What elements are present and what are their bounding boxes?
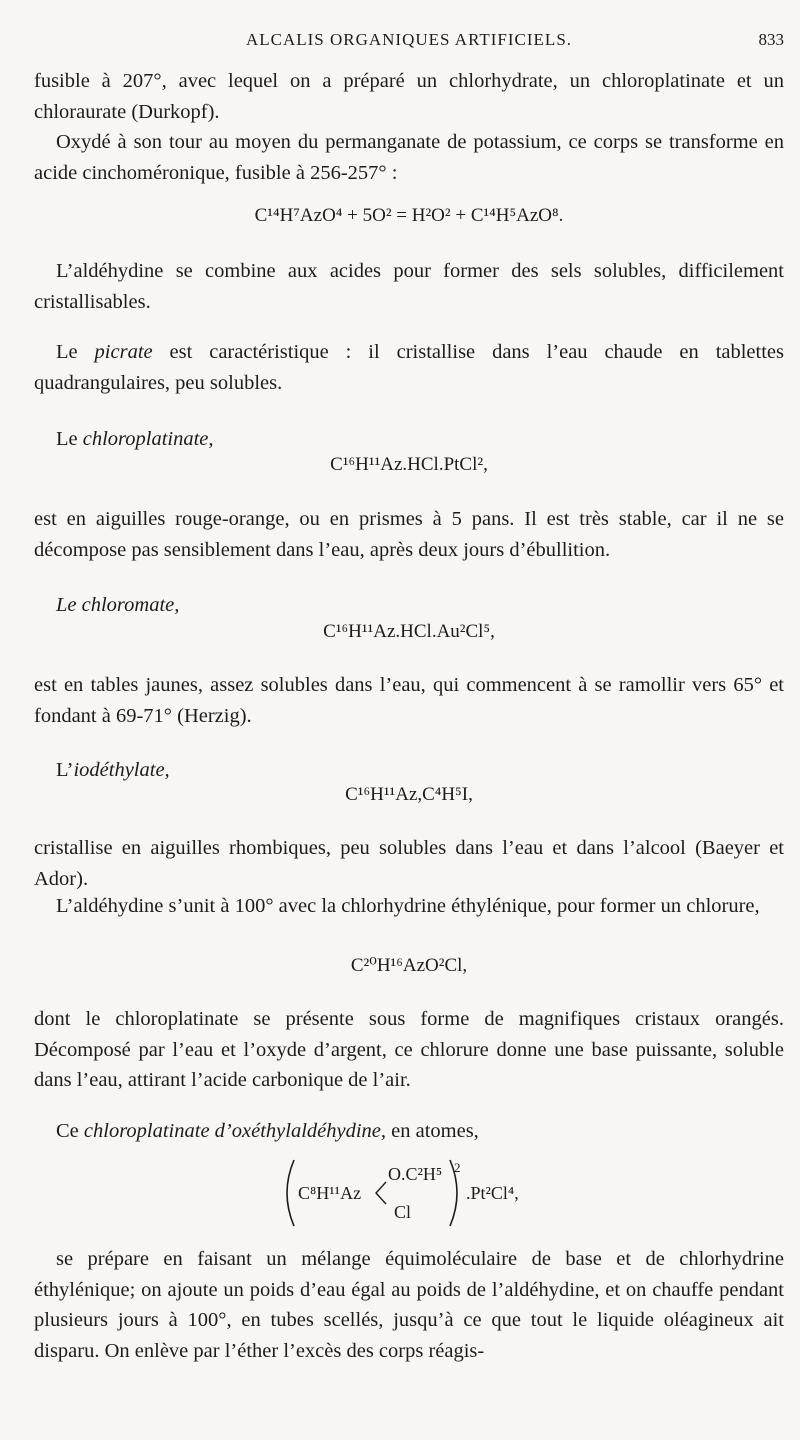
p10-term: chloroplatinate d’oxéthylaldéhydine,: [83, 1120, 387, 1142]
label-chloroplatinate: [56, 424, 214, 454]
paragraph-picrate: [34, 337, 784, 398]
p10-prefix: Ce: [56, 1120, 84, 1142]
chloroplatinate-term: chloroplatinate,: [82, 428, 214, 450]
chloroplatinate-prefix: Le: [56, 428, 83, 450]
paragraph-11: se prépare en faisant un mélange équimoléculaire de base et de chlorhydrine éthylénique; on ajoute un poids d’eau égal au poids de l’aldéhydine, et on chauffe pendant plusieurs jours à 100°, en tubes scellés, jusqu’à ce que tout le liquide oléagineux ait disparu. On enlève par l’éther l’excès des corps réagis-: [34, 1248, 784, 1362]
picrate-text: est caractéristique : il cristallise dans l’eau chaude en tablettes quadrangulaires, peu solubles.: [34, 341, 785, 394]
formula-suffix: .Pt²Cl⁴,: [466, 1183, 519, 1203]
paragraph-2: Oxydé à son tour au moyen du permanganate de potassium, ce corps se transforme en acide cinchoméronique, fusible à 256-257° :: [34, 131, 784, 184]
paragraph-7: cristallise en aiguilles rhombiques, peu solubles dans l’eau et dans l’alcool (Baeyer et Ador).: [34, 837, 784, 890]
formula-bottom-group: Cl: [394, 1202, 412, 1222]
iodethylate-term: iodéthylate,: [73, 759, 170, 781]
paragraph-9: dont le chloroplatinate se présente sous forme de magnifiques cristaux orangés. Décomposé par l’eau et l’oxyde d’argent, ce chlorure donne une base puissante, soluble dans l’eau, attirant l’acide carbonique de l’air.: [34, 1008, 784, 1091]
document-page: [34, 0, 784, 1440]
paragraph-5: est en aiguilles rouge-orange, ou en prismes à 5 pans. Il est très stable, car il ne se décompose pas sensiblement dans l’eau, après deux jours d’ébullition.: [34, 508, 784, 561]
formula-base: C⁸H¹¹Az: [298, 1183, 362, 1203]
formula-iodethylate: C¹⁶H¹¹Az,C⁴H⁵I,: [345, 784, 473, 805]
paragraph-6: est en tables jaunes, assez solubles dans l’eau, qui commencent à se ramollir vers 65° et fondant à 69-71° (Herzig).: [34, 674, 784, 727]
formula-chlorure: C²⁰H¹⁶AzO²Cl,: [350, 955, 468, 976]
paragraph-1: fusible à 207°, avec lequel on a préparé un chlorhydrate, un chloroplatinate et un chloraurate (Durkopf).: [34, 70, 784, 123]
formula-oxethylaldehydine: [282, 1156, 602, 1230]
formula-chloromate: C¹⁶H¹¹Az.HCl.Au²Cl⁵,: [323, 621, 495, 642]
paragraph-8: L’aldéhydine s’unit à 100° avec la chlorhydrine éthylénique, pour former un chlorure,: [56, 895, 760, 917]
formula-exponent: 2: [454, 1160, 461, 1175]
paragraph-3: L’aldéhydine se combine aux acides pour former des sels solubles, difficilement cristallisables.: [34, 260, 784, 313]
iodethylate-prefix: L’: [56, 759, 74, 781]
formula-chloroplatinate: C¹⁶H¹¹Az.HCl.PtCl²,: [330, 454, 488, 475]
page-header: [34, 30, 784, 60]
chloromate-term: Le chloromate,: [56, 594, 180, 616]
picrate-term: picrate: [94, 341, 153, 363]
paragraph-10: [34, 1116, 784, 1147]
picrate-prefix: Le: [56, 341, 95, 363]
p10-text: en atomes,: [386, 1120, 479, 1142]
running-title: ALCALIS ORGANIQUES ARTIFICIELS.: [245, 30, 573, 49]
formula-top-group: O.C²H⁵: [388, 1164, 443, 1184]
page-number: 833: [758, 30, 784, 49]
equation-oxidation: C¹⁴H⁷AzO⁴ + 5O² = H²O² + C¹⁴H⁵AzO⁸.: [254, 205, 564, 226]
label-chloromate: [56, 590, 179, 620]
label-iodethylate: [56, 755, 170, 785]
